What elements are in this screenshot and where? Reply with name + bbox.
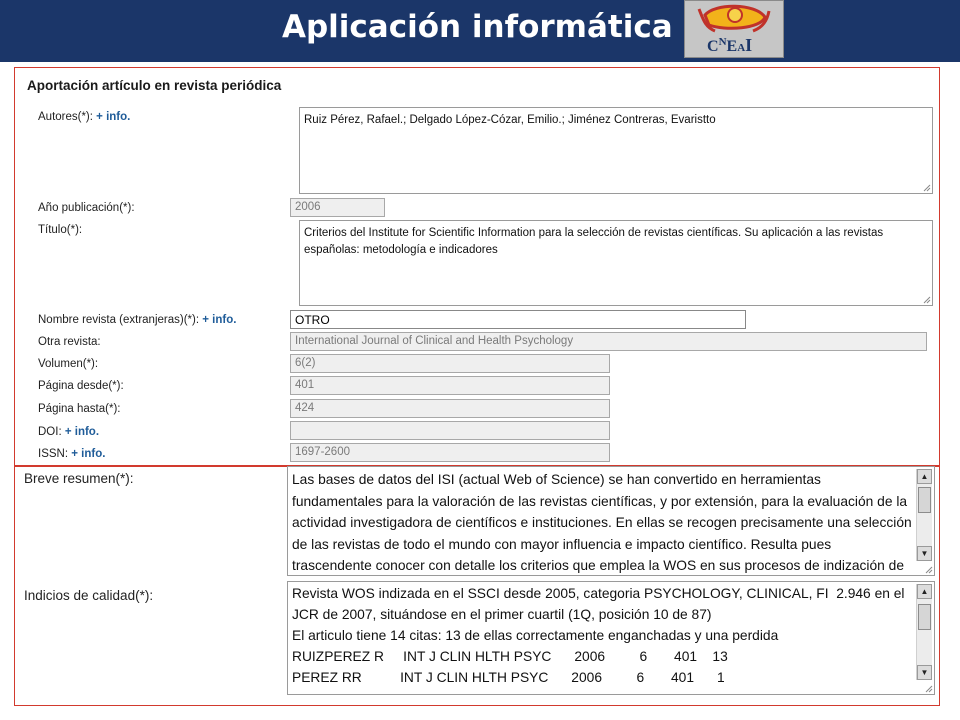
pagina-hasta-label: Página hasta(*): [38,403,121,415]
indicios-text: Revista WOS indizada en el SSCI desde 2005, categoria PSYCHOLOGY, CLINICAL, FI 2.946 en el JCR de 2007, situándose en el primer cuartil (1Q, posición 10 de 87) El articulo tiene 14 citas: 13 de ellas correctamente enganchadas y una perdida RUIZPEREZ R INT J CLIN HLTH PSYC 2006 6 401 13 PEREZ RR INT J CLIN HLTH PSYC 2006 6 401 1 [292,586,905,685]
anio-input[interactable]: 2006 [290,198,385,217]
issn-input[interactable]: 1697-2600 [290,443,610,462]
cneai-logo [684,0,784,58]
volumen-input[interactable]: 6(2) [290,354,610,373]
scroll-up-icon[interactable]: ▲ [917,584,932,599]
pagina-hasta-input[interactable]: 424 [290,399,610,418]
pagina-desde-label: Página desde(*): [38,380,124,392]
titulo-textarea[interactable]: Criterios del Institute for Scientific Information para la selección de revistas científicas. Su aplicación a las revistas españolas: metodología e indicadores [299,220,933,306]
nombre-revista-label: Nombre revista (extranjeras)(*): + info. [38,314,237,326]
indicios-scrollbar[interactable] [916,584,932,680]
autores-textarea[interactable]: Ruiz Pérez, Rafael.; Delgado López-Cózar, Emilio.; Jiménez Contreras, Evaristto [299,107,933,194]
resize-handle-icon[interactable] [923,296,931,304]
scroll-thumb[interactable] [918,604,931,630]
form-title: Aportación artículo en revista periódica [27,78,282,93]
doi-info-link[interactable]: + info. [64,426,100,438]
doi-input[interactable] [290,421,610,440]
issn-label: ISSN: + info. [38,448,106,460]
pagina-desde-input[interactable]: 401 [290,376,610,395]
volumen-label: Volumen(*): [38,358,99,370]
resumen-scrollbar[interactable] [916,469,932,561]
resumen-textarea[interactable] [287,466,935,576]
scroll-down-icon[interactable]: ▼ [917,665,932,680]
scroll-down-icon[interactable]: ▼ [917,546,932,561]
logo-emblem-icon [685,1,784,58]
titulo-label: Título(*): [38,224,83,236]
resize-handle-icon[interactable] [923,184,931,192]
resumen-label: Breve resumen(*): [24,471,134,486]
otra-revista-label: Otra revista: [38,336,101,348]
logo-letters: $C^NEAI$ [707,35,753,55]
indicios-label: Indicios de calidad(*): [24,588,154,603]
autores-label: Autores(*): + info. [38,111,131,123]
scroll-thumb[interactable] [918,487,931,513]
scroll-up-icon[interactable]: ▲ [917,469,932,484]
doi-label: DOI: + info. [38,426,100,438]
otra-revista-input[interactable]: International Journal of Clinical and Health Psychology [290,332,927,351]
nombre-revista-input[interactable]: OTRO [290,310,746,329]
anio-label: Año publicación(*): [38,202,135,214]
page-title: Aplicación informática [282,9,673,45]
resize-handle-icon[interactable] [925,685,933,693]
autores-info-link[interactable]: + info. [96,111,131,123]
issn-info-link[interactable]: + info. [71,448,106,460]
nombre-revista-info-link[interactable]: + info. [202,314,237,326]
resumen-text: Las bases de datos del ISI (actual Web of Science) se han convertido en herramientas fundamentales para la valoración de las revistas científicas, y por extensión, para la evaluación de la actividad investigadora de científicos e instituciones. En ellas se recogen precisamente una selección de las revistas de todo el mundo con mayor influencia e impacto científico. Resulta pues trascendente conocer con detalle los criterios que emplea la WOS en sus procesos de indización de [292,472,912,574]
indicios-textarea[interactable] [287,581,935,695]
resize-handle-icon[interactable] [925,566,933,574]
